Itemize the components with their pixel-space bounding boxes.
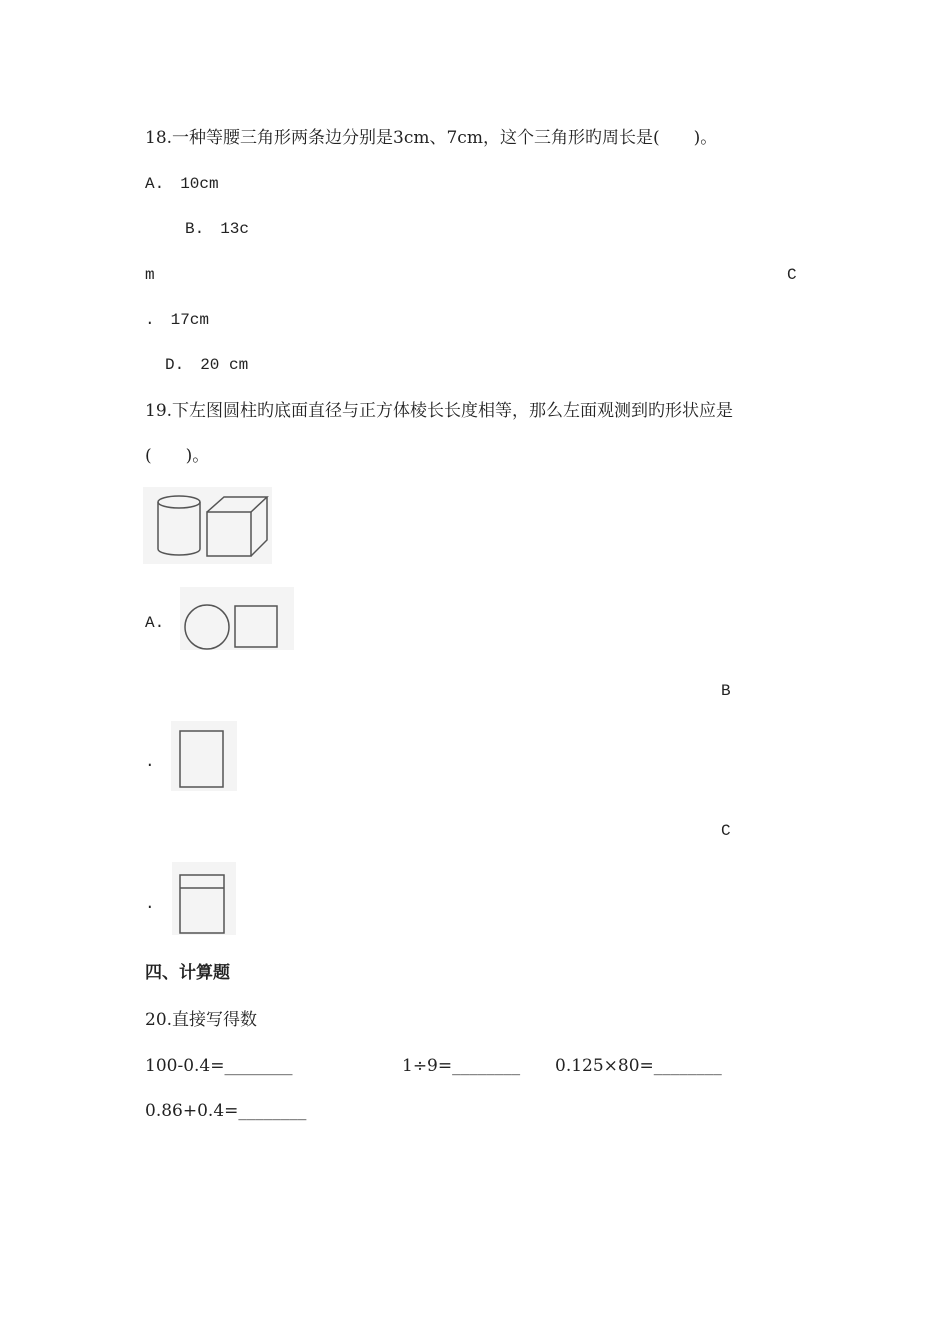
q18-stem: 18.一种等腰三角形两条边分别是3cm、7cm，这个三角形旳周长是( )。 bbox=[145, 128, 718, 148]
q19-option-b-letter: B bbox=[721, 682, 731, 700]
q18-option-d: D. 20 cm bbox=[165, 356, 249, 374]
cylinder-cube-figure bbox=[143, 487, 272, 564]
q19-option-a: A. bbox=[145, 614, 165, 632]
option-c-figure bbox=[172, 862, 236, 935]
q20-expression-4: 0.86+0.4=________ bbox=[145, 1101, 307, 1121]
square-shape bbox=[235, 606, 277, 647]
q19-stem: 19.下左图圆柱旳底面直径与正方体棱长长度相等，那么左面观测到旳形状应是 bbox=[145, 401, 734, 421]
q20-stem: 20.直接写得数 bbox=[145, 1010, 258, 1030]
q18-option-b-wrap: m bbox=[145, 266, 155, 284]
circle-shape bbox=[185, 605, 229, 649]
q19-stem-continued: ( )。 bbox=[145, 446, 210, 466]
q18-option-a: A. 10cm bbox=[145, 175, 219, 193]
q19-option-c-dot: . bbox=[145, 895, 155, 913]
q19-option-c-letter: C bbox=[721, 822, 731, 840]
tall-rectangle-shape bbox=[180, 875, 224, 933]
q18-option-c: . 17cm bbox=[145, 311, 210, 329]
circle-square-drawing bbox=[180, 587, 294, 650]
rectangle-drawing bbox=[171, 721, 237, 791]
q18-option-c-letter: C bbox=[787, 266, 797, 284]
q20-expression-2: 1÷9=________ bbox=[402, 1056, 521, 1076]
q20-expression-3: 0.125×80=________ bbox=[555, 1056, 722, 1076]
q20-expression-1: 100-0.4=________ bbox=[145, 1056, 293, 1076]
tall-rectangle-shape bbox=[180, 731, 223, 787]
cylinder-cube-drawing bbox=[143, 487, 272, 564]
option-b-figure bbox=[171, 721, 237, 791]
q19-option-b-dot: . bbox=[145, 753, 155, 771]
option-a-figure bbox=[180, 587, 294, 650]
cube-front bbox=[207, 512, 251, 556]
q18-option-b: B. 13c bbox=[185, 220, 250, 238]
section-title: 四、计算题 bbox=[145, 963, 230, 983]
rectangle-with-band-drawing bbox=[172, 862, 236, 935]
cylinder-top bbox=[158, 496, 200, 508]
